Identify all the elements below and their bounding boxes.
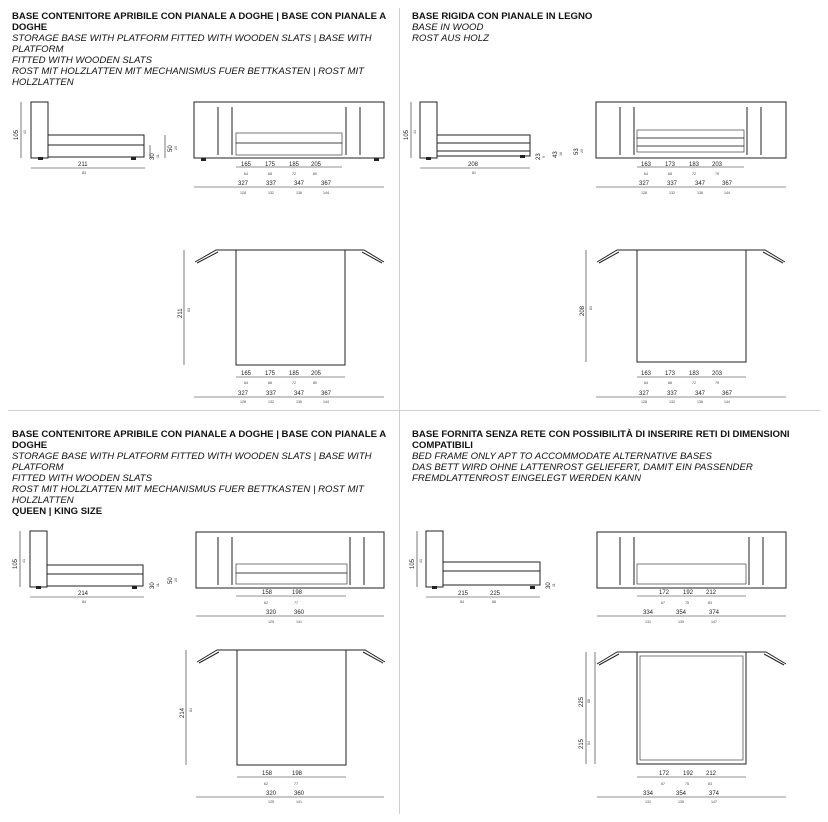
dimension-inch-label: 128 [641,400,647,404]
dimension-inch-label: 67 [661,782,665,786]
dimension-cm-label: 211 [178,308,184,318]
dimension-cm-label: 214 [78,591,89,597]
header-title: BASE FORNITA SENZA RETE CON POSSIBILITÀ DI INSERIRE RETI DI DIMENSIONI [412,429,790,440]
dimension-cm-label: 175 [265,371,276,377]
dimension-inch-label: 144 [724,191,730,195]
drawings [0,412,399,822]
dimension-inch-label: 144 [323,400,329,404]
dimension-cm-label: 192 [683,590,694,596]
dimension-inch-label: 62 [264,601,268,605]
header-line-en: BASE IN WOOD [412,22,484,33]
dimension-cm-label: 198 [292,590,303,596]
dimension-cm-label: 347 [695,181,706,187]
dimension-inch-label: 11 [156,154,160,158]
dimension-inch-label: 9 [542,156,546,158]
dimension-cm-label: 158 [262,590,273,596]
dimension-inch-label: 41 [413,130,417,134]
dimension-cm-label: 212 [706,771,717,777]
dimension-inch-label: 147 [711,800,717,804]
header-line-de: ROST MIT HOLZLATTEN MIT MECHANISMUS FUER BETTKASTEN | ROST MIT HOLZLATTEN [12,484,364,506]
dimension-inch-label: 64 [644,172,648,176]
dimension-inch-label: 72 [292,172,296,176]
dimension-inch-label: 144 [724,400,730,404]
dimension-inch-label: 128 [240,191,246,195]
dimension-inch-label: 20 [174,578,178,582]
dimension-cm-label: 225 [579,696,585,707]
dimension-inch-label: 84 [587,741,591,745]
dimension-cm-label: 205 [311,371,322,377]
dimension-cm-label: 50 [168,145,174,152]
side-length: 211 [78,162,88,168]
side-height: 105 [14,129,20,140]
dimension-inch-label: 77 [294,601,298,605]
dimension-cm-label: 158 [262,771,273,777]
header-line-de: ROST AUS HOLZ [412,33,489,44]
dimension-cm-label: 367 [321,181,332,187]
dimension-inch-label: 20 [174,146,178,150]
dimension-inch-label: 136 [697,400,703,404]
dimension-inch-label: 75 [685,601,689,605]
dimension-inch-label: 11 [552,583,556,587]
dimension-cm-label: 185 [289,371,300,377]
panel-wood-base [400,0,828,410]
dimension-inch-label: 128 [240,400,246,404]
dimension-inch-label: 139 [678,800,684,804]
dimension-cm-label: 334 [643,610,654,616]
dimension-inch-label: 20 [580,149,584,153]
dimension-inch-label: 41 [419,559,423,563]
dimension-inch-label: 79 [715,381,719,385]
dimension-cm-label: 205 [311,162,322,168]
dimension-cm-label: 53 [574,148,580,155]
dimension-inch-label: 84 [189,708,193,712]
dimension-cm-label: 175 [265,162,276,168]
dimension-cm-label: 354 [676,610,687,616]
dimension-inch-label: 16 [559,152,563,156]
dimension-inch-label: 75 [685,782,689,786]
dimension-cm-label: 320 [266,791,277,797]
dimension-cm-label: 173 [665,162,676,168]
dimension-cm-label: 214 [180,707,186,718]
dimension-cm-label: 50 [168,577,174,584]
front-view [597,532,786,624]
dimension-inch-label: 131 [645,800,651,804]
dimension-cm-label: 163 [641,162,652,168]
dimension-cm-label: 192 [683,771,694,777]
dimension-cm-label: 347 [695,391,706,397]
panel-storage-base-queen-king [0,412,399,822]
dimension-inch-label: 132 [268,191,274,195]
header-size: QUEEN | KING SIZE [12,506,103,517]
dimension-cm-label: 327 [238,391,249,397]
header-line-en-2: FITTED WITH WOODEN SLATS [12,473,152,484]
dimension-inch-label: 67 [661,601,665,605]
dimension-inch-label: 72 [692,172,696,176]
dimension-cm-label: 198 [292,771,303,777]
panel-frame-only [400,412,828,822]
dimension-inch-label: 41 [22,559,26,563]
dimension-inch-label: 68 [268,381,272,385]
header-line-de-2: FREMDLATTENROST EINGELEGT WERDEN KANN [412,473,642,484]
dimension-inch-label: 141 [296,800,302,804]
dimension-cm-label: 337 [266,391,277,397]
dimension-inch-label: 141 [296,620,302,624]
top-view [580,250,786,404]
dimension-inch-label: 136 [697,191,703,195]
dimension-cm-label: 347 [294,181,305,187]
dimension-cm-label: 212 [706,590,717,596]
top-view [178,250,384,404]
front-view [196,532,384,624]
dimension-inch-label: 64 [244,172,248,176]
dimension-cm-label: 374 [709,610,720,616]
dimension-inch-label: 79 [715,172,719,176]
side-view [410,531,556,604]
header-line-de: ROST MIT HOLZLATTEN MIT MECHANISMUS FUER BETTKASTEN | ROST MIT HOLZLATTEN [12,66,364,88]
dimension-inch-label: 84 [460,600,464,604]
dimension-cm-label: 30 [546,582,552,589]
dimension-cm-label: 203 [712,371,723,377]
dimension-inch-label: 68 [668,381,672,385]
dimension-cm-label: 203 [712,162,723,168]
dimension-inch-label: 147 [711,620,717,624]
header-line-de: DAS BETT WIRD OHNE LATTENROST GELIEFERT, DAMIT EIN PASSENDER [412,462,753,473]
dimension-cm-label: 208 [468,162,479,168]
dimension-cm-label: 105 [404,129,410,140]
header-title: BASE CONTENITORE APRIBILE CON PIANALE A DOGHE | BASE CON PIANALE A DOGHE [12,429,386,451]
dimension-inch-label: 128 [641,191,647,195]
dimension-cm-label: 327 [639,181,650,187]
dimension-cm-label: 360 [294,610,305,616]
dimension-inch-label: 139 [678,620,684,624]
dimension-inch-label: 131 [645,620,651,624]
dimension-inch-label: 132 [669,191,675,195]
header-line-en: BED FRAME ONLY APT TO ACCOMMODATE ALTERNATIVE BASES [412,451,712,462]
dimension-cm-label: 367 [722,181,733,187]
dimension-cm-label: 337 [266,181,277,187]
dimension-inch-label: 88 [587,699,591,703]
dimension-cm-label: 172 [659,590,670,596]
dimension-cm-label: 208 [580,305,586,316]
header-title: BASE RIGIDA CON PIANALE IN LEGNO [412,11,593,22]
dimension-cm-label: 215 [458,591,469,597]
dimension-cm-label: 165 [241,371,252,377]
dimension-inch-label: 83 [708,782,712,786]
dimension-inch-label: 132 [669,400,675,404]
front-view [596,102,786,195]
dimension-cm-label: 185 [289,162,300,168]
dimension-inch-label: 84 [82,600,86,604]
dimension-inch-label: 62 [264,782,268,786]
dimension-cm-label: 347 [294,391,305,397]
dimension-cm-label: 337 [667,181,678,187]
dimension-cm-label: 183 [689,371,700,377]
dimension-inch-label: 136 [296,400,302,404]
side-view [13,531,178,604]
dimension-inch-label: 80 [313,381,317,385]
dimension-inch-label: 41 [23,130,27,134]
dimension-cm-label: 163 [641,371,652,377]
dimension-inch-label: 68 [268,172,272,176]
dimension-cm-label: 374 [709,791,720,797]
dimension-cm-label: 183 [689,162,700,168]
dimension-inch-label: 11 [156,583,160,587]
dimension-cm-label: 173 [665,371,676,377]
dimension-cm-label: 30 [150,153,156,160]
side-view [404,102,584,175]
top-view [180,650,385,804]
dimension-inch-label: 64 [244,381,248,385]
dimension-inch-label: 88 [492,600,496,604]
dimension-cm-label: 320 [266,610,277,616]
dimension-cm-label: 23 [536,153,542,160]
dimension-cm-label: 360 [294,791,305,797]
dimension-cm-label: 367 [722,391,733,397]
drawings [0,0,399,410]
dimension-cm-label: 327 [238,181,249,187]
dimension-cm-label: 215 [579,738,585,749]
dimension-inch-label: 81 [589,306,593,310]
dimension-inch-label: 136 [296,191,302,195]
panel-storage-base [0,0,399,410]
dimension-cm-label: 327 [639,391,650,397]
dimension-inch-label: 132 [268,400,274,404]
dimension-inch-label: 125 [268,800,274,804]
dimension-inch-label: 72 [292,381,296,385]
dimension-cm-label: 172 [659,771,670,777]
dimension-inch-label: 72 [692,381,696,385]
dimension-cm-label: 30 [150,582,156,589]
dimension-inch-label: 83 [82,171,86,175]
header-title: BASE CONTENITORE APRIBILE CON PIANALE A DOGHE | BASE CON PIANALE A DOGHE [12,11,386,33]
dimension-inch-label: 80 [313,172,317,176]
dimension-cm-label: 225 [490,591,501,597]
header-line-en-2: FITTED WITH WOODEN SLATS [12,55,152,66]
drawings [400,0,828,410]
dimension-cm-label: 105 [13,558,19,569]
dimension-cm-label: 165 [241,162,252,168]
dimension-inch-label: 77 [294,782,298,786]
front-view [194,102,384,195]
top-view [579,652,786,804]
dimension-inch-label: 125 [268,620,274,624]
drawings [400,412,828,822]
dimension-cm-label: 367 [321,391,332,397]
header-title-2: COMPATIBILI [412,440,473,451]
dimension-cm-label: 105 [410,558,416,569]
dimension-inch-label: 144 [323,191,329,195]
dimension-inch-label: 68 [668,172,672,176]
dimension-inch-label: 64 [644,381,648,385]
horizontal-divider [8,410,820,411]
dimension-inch-label: 81 [472,171,476,175]
dimension-inch-label: 83 [708,601,712,605]
dimension-cm-label: 354 [676,791,687,797]
side-view [14,102,178,175]
header-line-en: STORAGE BASE WITH PLATFORM FITTED WITH WOODEN SLATS | BASE WITH PLATFORM [12,451,372,473]
dimension-cm-label: 43 [553,151,559,158]
header-line-en: STORAGE BASE WITH PLATFORM FITTED WITH WOODEN SLATS | BASE WITH PLATFORM [12,33,372,55]
dimension-cm-label: 334 [643,791,654,797]
dimension-cm-label: 337 [667,391,678,397]
dimension-inch-label: 83 [187,308,191,312]
